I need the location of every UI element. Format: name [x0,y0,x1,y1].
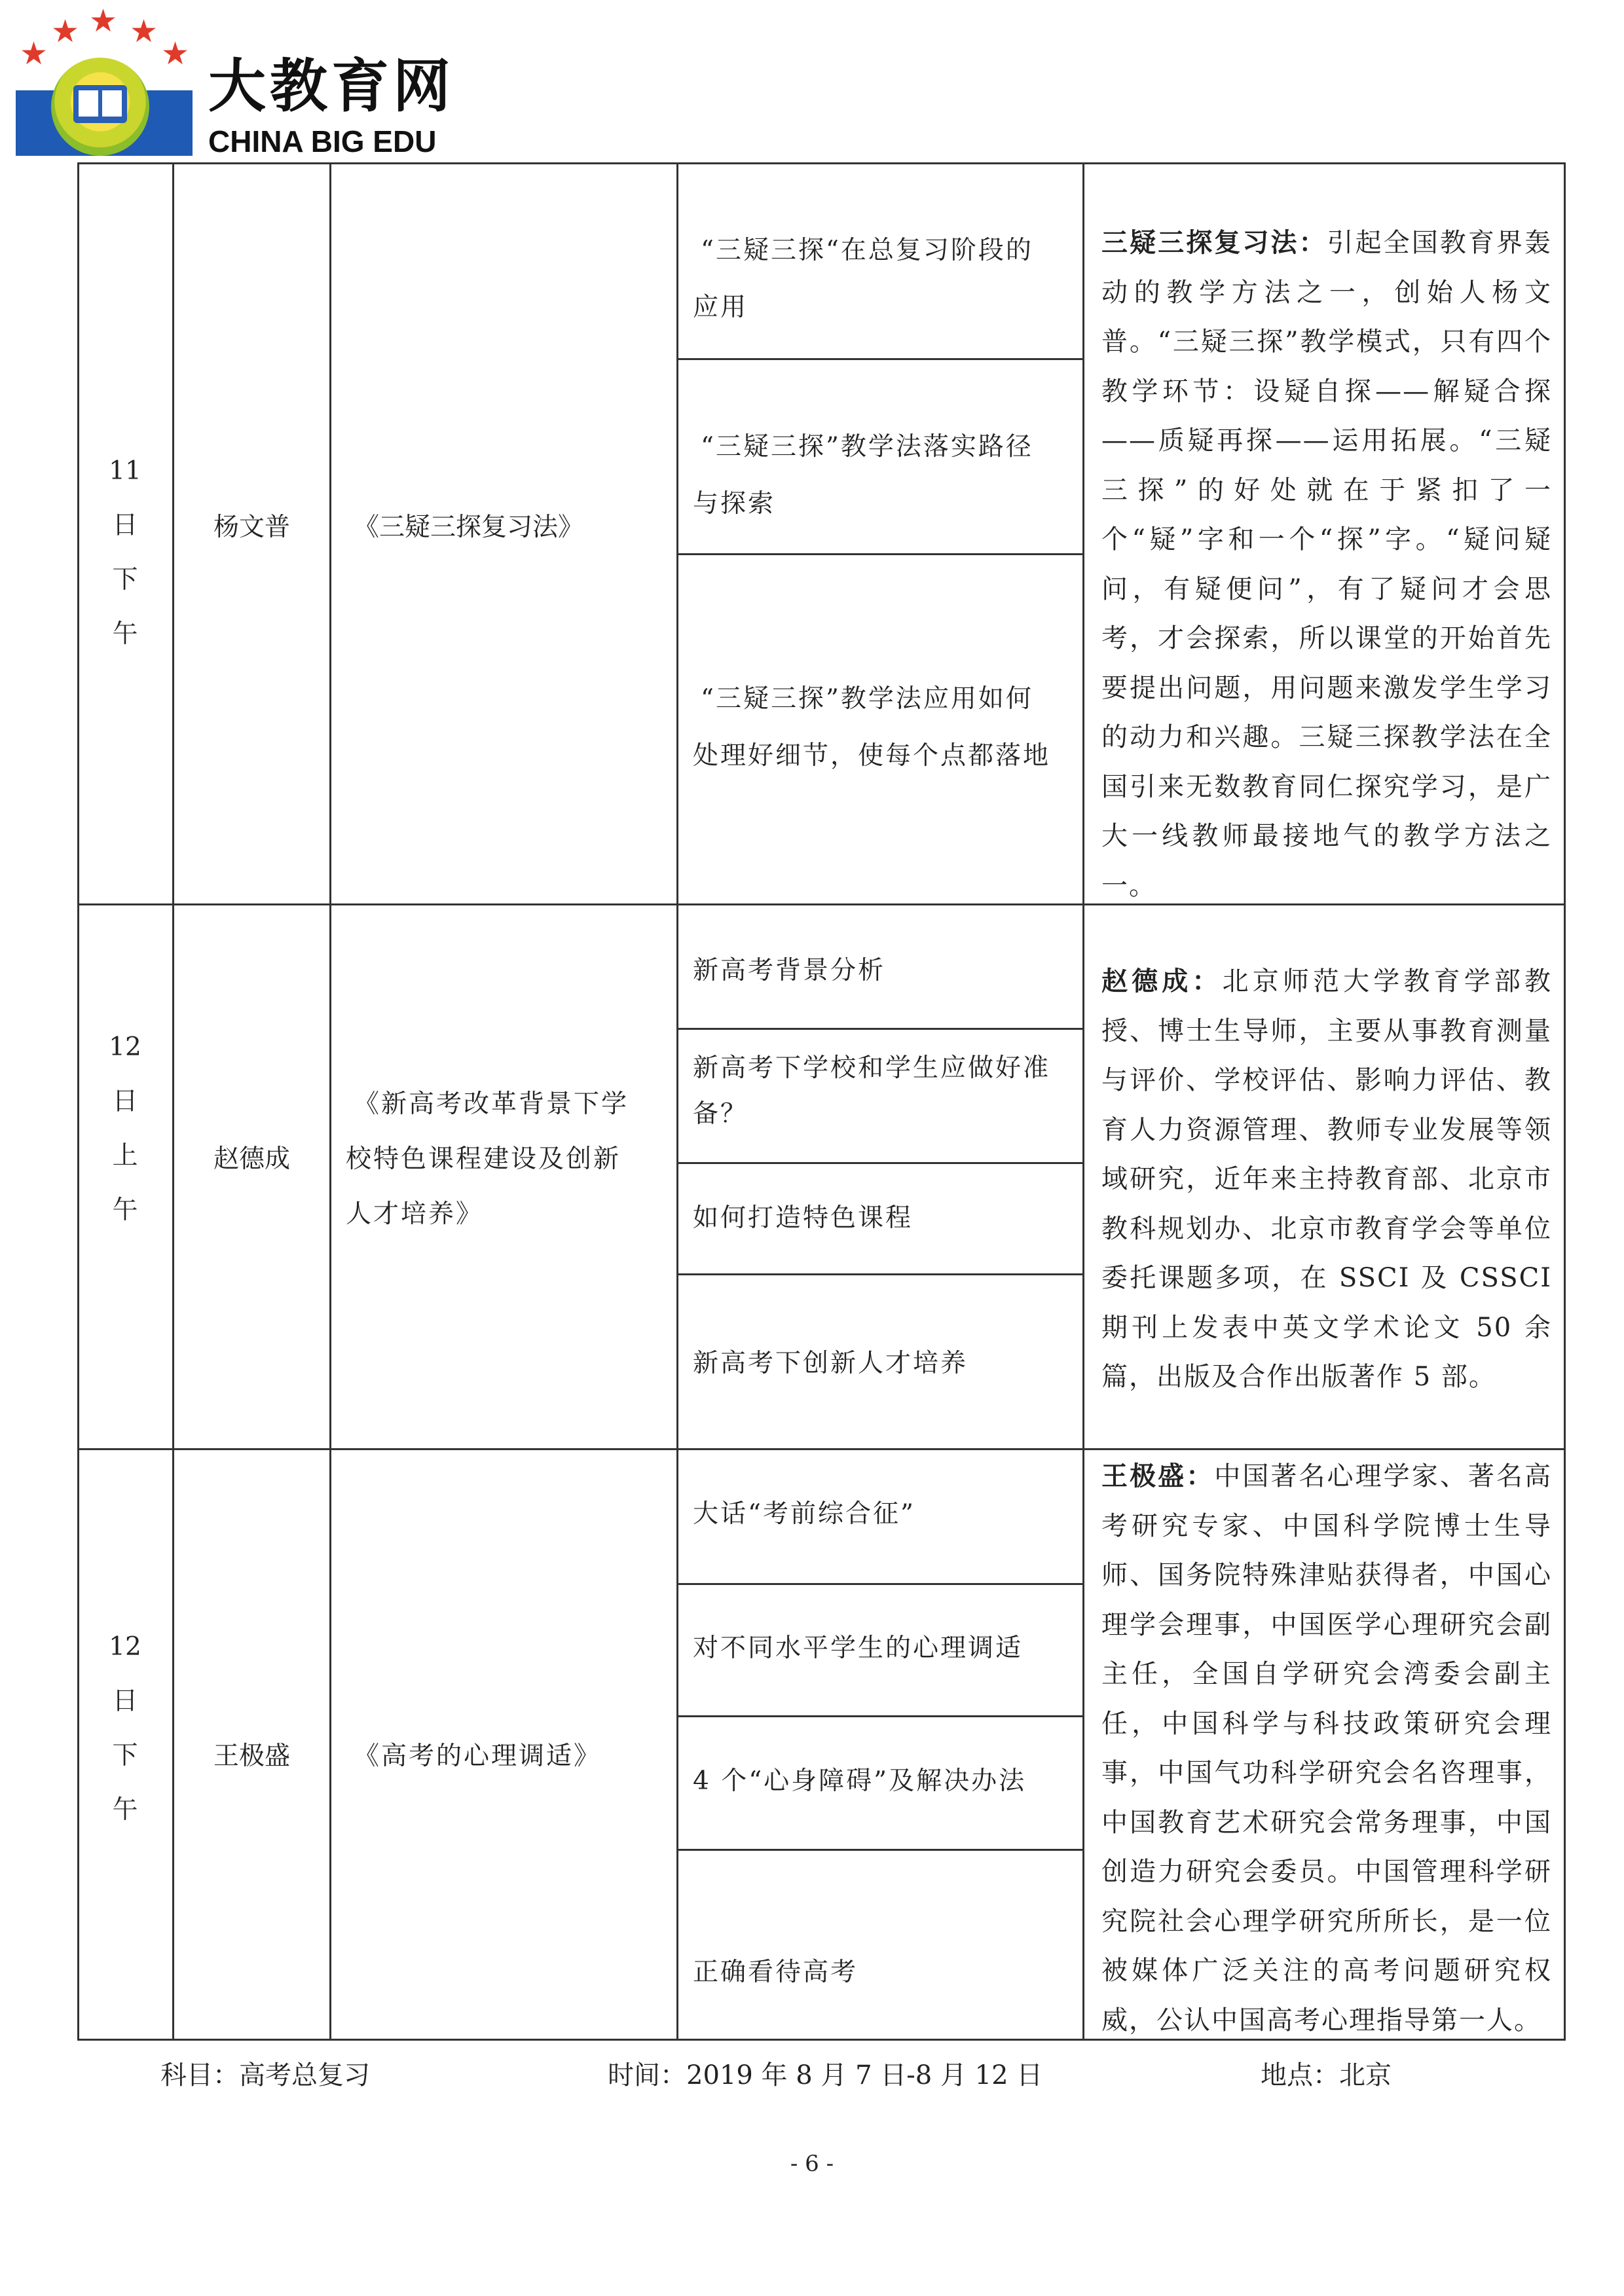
star-icon: ★ [130,13,158,50]
topic-divider [676,358,1082,360]
topic-line: 4 个“心身障碍”及解决办法 [693,1766,1027,1796]
date-line: 日 [112,511,138,540]
lecture-title: 《三疑三探复习法》 [354,513,584,542]
bio-text: 中国著名心理学家、著名高考研究专家、中国科学院博士生导师、国务院特殊津贴获得者，中国心理学会理事，中国医学心理研究会副主任，全国自学研究会湾委会副主任，中国科学与科技政策研究会理事，中国气功科学研究会名咨理事，中国教育艺术研究会常务理事，中国创造力研究会委员。中国管理科学研究院社会心理学研究所所长，是一位被媒体广泛关注的高考问题研究权威，公认中国高考心理指导第一人。 [1101,1461,1553,2035]
topic-item [693,1757,1026,1806]
row-divider [77,1448,1566,1450]
topic-line: 新高考下创新人才培养 [693,1349,969,1378]
speaker-name: 杨文普 [213,513,290,542]
logo [13,3,196,166]
date-line: 午 [112,1795,138,1825]
date-line: 11 [109,456,141,486]
session-date [96,446,155,659]
topic-item [693,226,1033,332]
topic-line: 新高考背景分析 [693,956,886,985]
topic-line: 新高考下学校和学生应做好准 [693,1053,1051,1083]
footer-place: 地点：北京 [1261,2060,1392,2090]
bio-text: 引起全国教育界轰动的教学方法之一，创始人杨文普。“三疑三探”教学模式，只有四个教学环节：设疑自探——解疑合探——质疑再探——运用拓展。“三疑三探”的好处就在于紧扣了一个“疑”字和一个“探”字。“疑问疑问，有疑便问”，有了疑问才会思考，才会探索，所以课堂的开始首先要提出问题，用问题来激发学生学习的动力和兴趣。三疑三探教学法在全国引来无数教育同仁探究学习，是广大一线教师最接地气的教学方法之一。 [1101,228,1553,901]
date-line: 午 [112,619,138,649]
topic-line: 处理好细节，使每个点都落地 [693,741,1051,771]
date-line: 12 [109,1032,141,1062]
topic-divider [676,553,1082,555]
topic-item [693,1624,1023,1673]
lecture-title [346,1077,629,1242]
bio-text: 北京师范大学教育学部教授、博士生导师，主要从事教育测量与评价、学校评估、影响力评估、教育人力资源管理、教师专业发展等领域研究，近年来主持教育部、北京市教科规划办、北京市教育学会等单位委托课题多项，在 SSCI 及 CSSCI 期刊上发表中英文学术论文 50 余篇，出版及合作出版著作 5 部。 [1101,966,1553,1392]
title-line: 校特色课程建设及创新 [346,1144,621,1174]
topic-item [693,946,885,995]
bio-heading: 三疑三探复习法： [1101,227,1327,258]
topic-divider [676,1849,1082,1851]
date-line: 下 [112,565,138,594]
topic-divider [676,1715,1082,1717]
speaker-bio [1101,957,1552,1402]
topic-line: 备？ [693,1099,748,1129]
book-icon [73,85,127,123]
speaker-name: 赵德成 [213,1144,290,1174]
bio-heading: 王极盛： [1101,1461,1215,1491]
column-divider [329,162,331,2041]
brand-name-en: CHINA BIG EDU [208,124,437,158]
star-icon: ★ [89,3,118,39]
page-number: - 6 - [790,2151,834,2177]
lecture-title: 《高考的心理调适》 [354,1741,602,1771]
topic-line: 正确看待高考 [693,1958,858,1987]
topic-item [693,1948,858,1997]
topic-item [693,1046,1050,1137]
table-border [1564,162,1566,2041]
topic-item [693,1339,968,1388]
footer-time: 时间：2019 年 8 月 7 日-8 月 12 日 [608,2060,1043,2090]
topic-divider [676,1162,1082,1164]
title-line: 《新高考改革背景下学 [354,1089,629,1119]
footer-subject: 科目：高考总复习 [160,2060,370,2090]
star-icon: ★ [51,13,80,50]
speaker-name: 王极盛 [213,1741,290,1771]
topic-line: “三疑三探“在总复习阶段的 [701,236,1033,265]
date-line: 上 [112,1141,138,1171]
topic-item [693,674,1050,780]
topic-divider [676,1273,1082,1275]
brand-name-cn: 大教育网 [208,52,455,120]
topic-line: 与探索 [693,489,776,519]
topic-line: 如何打造特色课程 [693,1203,913,1233]
date-line: 日 [112,1686,138,1716]
topic-item [693,422,1033,528]
topic-divider [676,1583,1082,1585]
topic-line: “三疑三探”教学法落实路径 [701,432,1033,462]
column-divider [1082,162,1084,2041]
date-line: 日 [112,1087,138,1116]
topic-line: 大话“考前综合征” [693,1499,915,1529]
topic-item [693,1489,915,1539]
topic-line: “三疑三探”教学法应用如何 [701,684,1033,714]
table-border [77,162,1566,164]
date-line: 下 [112,1741,138,1770]
bio-heading: 赵德成： [1101,966,1223,996]
session-date [96,1622,155,1834]
star-icon: ★ [20,35,48,72]
topic-item [693,1194,913,1243]
topic-line: 对不同水平学生的心理调适 [693,1633,1024,1663]
speaker-bio [1101,1451,1552,2045]
speaker-bio [1101,218,1552,911]
topic-line: 应用 [693,293,748,322]
title-line: 人才培养》 [346,1199,484,1229]
session-date [96,1023,155,1235]
star-icon: ★ [161,35,190,72]
table-border [77,162,79,2041]
date-line: 12 [109,1632,141,1662]
topic-divider [676,1028,1082,1030]
column-divider [676,162,678,2041]
date-line: 午 [112,1195,138,1225]
